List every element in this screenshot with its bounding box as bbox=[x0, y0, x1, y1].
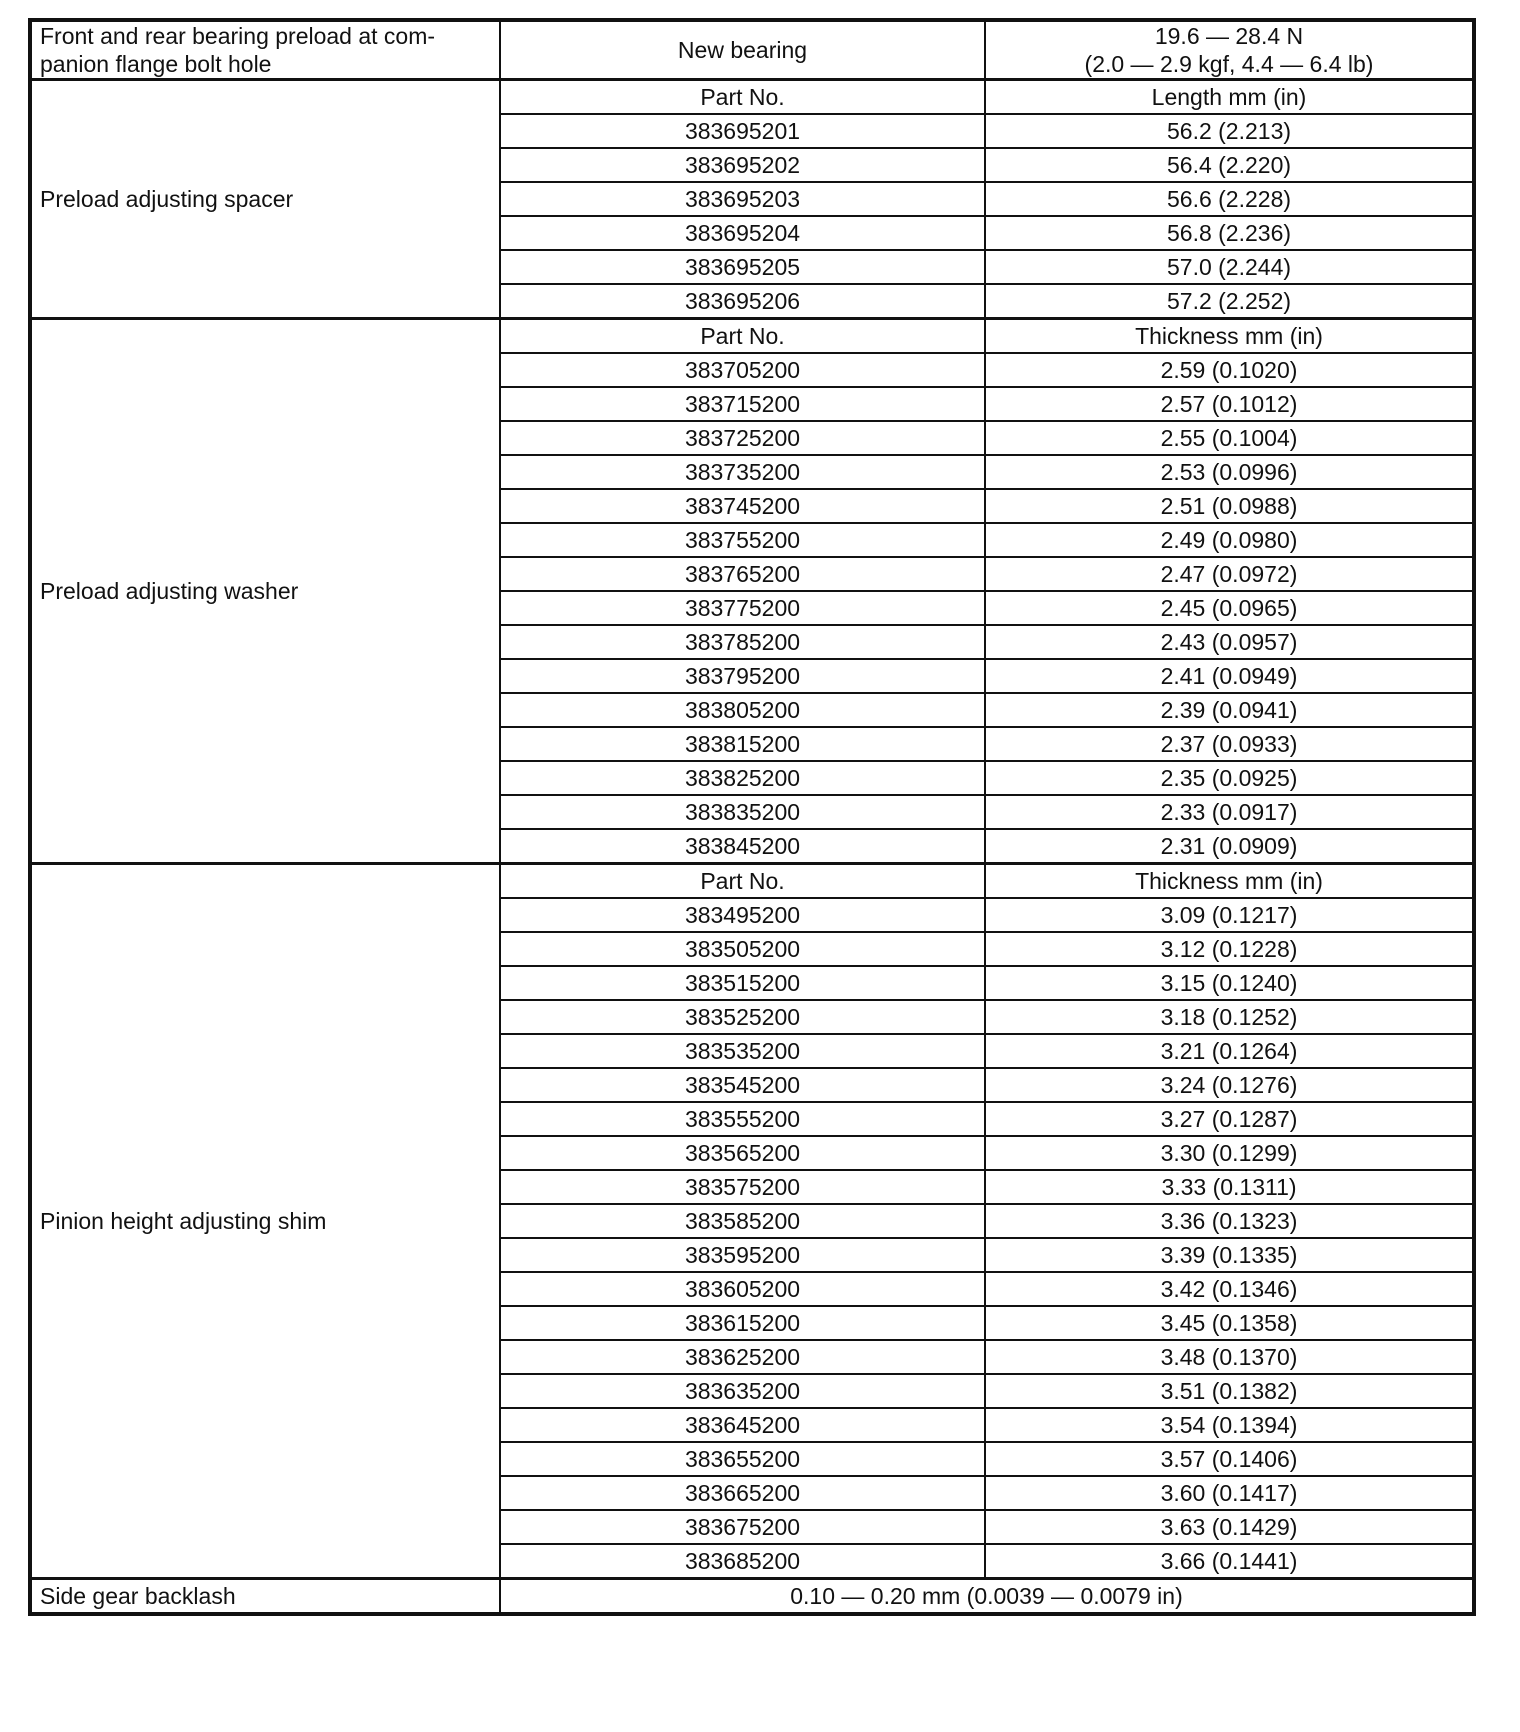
part-number-cell: 383505200 bbox=[500, 932, 985, 966]
preload-value-line2: (2.0 — 2.9 kgf, 4.4 — 6.4 lb) bbox=[1084, 51, 1374, 77]
part-number-cell: 383565200 bbox=[500, 1136, 985, 1170]
part-number-cell: 383745200 bbox=[500, 489, 985, 523]
part-number-cell: 383665200 bbox=[500, 1476, 985, 1510]
preload-label bbox=[30, 20, 500, 80]
preload-section bbox=[30, 20, 1474, 80]
part-number-cell: 383695201 bbox=[500, 114, 985, 148]
dimension-value-cell: 2.51 (0.0988) bbox=[985, 489, 1474, 523]
dimension-value-cell: 2.47 (0.0972) bbox=[985, 557, 1474, 591]
shim-header-value: Thickness mm (in) bbox=[985, 864, 1474, 899]
dimension-value-cell: 56.6 (2.228) bbox=[985, 182, 1474, 216]
washer-header-row bbox=[30, 319, 1474, 354]
part-number-cell: 383545200 bbox=[500, 1068, 985, 1102]
spacer-section bbox=[30, 80, 1474, 319]
part-number-cell: 383775200 bbox=[500, 591, 985, 625]
dimension-value-cell: 3.24 (0.1276) bbox=[985, 1068, 1474, 1102]
part-number-cell: 383555200 bbox=[500, 1102, 985, 1136]
dimension-value-cell: 2.55 (0.1004) bbox=[985, 421, 1474, 455]
dimension-value-cell: 3.33 (0.1311) bbox=[985, 1170, 1474, 1204]
dimension-value-cell: 3.48 (0.1370) bbox=[985, 1340, 1474, 1374]
part-number-cell: 383675200 bbox=[500, 1510, 985, 1544]
washer-label: Preload adjusting washer bbox=[30, 319, 500, 864]
part-number-cell: 383695205 bbox=[500, 250, 985, 284]
part-number-cell: 383695202 bbox=[500, 148, 985, 182]
part-number-cell: 383755200 bbox=[500, 523, 985, 557]
part-number-cell: 383655200 bbox=[500, 1442, 985, 1476]
part-number-cell: 383725200 bbox=[500, 421, 985, 455]
part-number-cell: 383795200 bbox=[500, 659, 985, 693]
part-number-cell: 383535200 bbox=[500, 1034, 985, 1068]
dimension-value-cell: 3.18 (0.1252) bbox=[985, 1000, 1474, 1034]
part-number-cell: 383525200 bbox=[500, 1000, 985, 1034]
dimension-value-cell: 2.37 (0.0933) bbox=[985, 727, 1474, 761]
shim-header-row bbox=[30, 864, 1474, 899]
dimension-value-cell: 2.31 (0.0909) bbox=[985, 829, 1474, 864]
dimension-value-cell: 3.15 (0.1240) bbox=[985, 966, 1474, 1000]
part-number-cell: 383735200 bbox=[500, 455, 985, 489]
part-number-cell: 383835200 bbox=[500, 795, 985, 829]
spacer-header-row bbox=[30, 80, 1474, 115]
dimension-value-cell: 3.57 (0.1406) bbox=[985, 1442, 1474, 1476]
spacer-label: Preload adjusting spacer bbox=[30, 80, 500, 319]
part-number-cell: 383845200 bbox=[500, 829, 985, 864]
part-number-cell: 383715200 bbox=[500, 387, 985, 421]
dimension-value-cell: 2.43 (0.0957) bbox=[985, 625, 1474, 659]
part-number-cell: 383495200 bbox=[500, 898, 985, 932]
preload-condition: New bearing bbox=[500, 20, 985, 80]
dimension-value-cell: 2.39 (0.0941) bbox=[985, 693, 1474, 727]
dimension-value-cell: 3.42 (0.1346) bbox=[985, 1272, 1474, 1306]
dimension-value-cell: 2.45 (0.0965) bbox=[985, 591, 1474, 625]
dimension-value-cell: 3.21 (0.1264) bbox=[985, 1034, 1474, 1068]
preload-value bbox=[985, 20, 1474, 80]
preload-row bbox=[30, 20, 1474, 80]
spacer-header-value: Length mm (in) bbox=[985, 80, 1474, 115]
dimension-value-cell: 2.53 (0.0996) bbox=[985, 455, 1474, 489]
part-number-cell: 383705200 bbox=[500, 353, 985, 387]
part-number-cell: 383695203 bbox=[500, 182, 985, 216]
dimension-value-cell: 2.41 (0.0949) bbox=[985, 659, 1474, 693]
backlash-row bbox=[30, 1579, 1474, 1615]
dimension-value-cell: 56.4 (2.220) bbox=[985, 148, 1474, 182]
preload-label-line1: Front and rear bearing preload at com- bbox=[40, 23, 436, 49]
dimension-value-cell: 56.2 (2.213) bbox=[985, 114, 1474, 148]
dimension-value-cell: 57.2 (2.252) bbox=[985, 284, 1474, 319]
washer-header-part: Part No. bbox=[500, 319, 985, 354]
backlash-value: 0.10 — 0.20 mm (0.0039 — 0.0079 in) bbox=[500, 1579, 1474, 1615]
backlash-section bbox=[30, 1579, 1474, 1615]
part-number-cell: 383785200 bbox=[500, 625, 985, 659]
dimension-value-cell: 2.49 (0.0980) bbox=[985, 523, 1474, 557]
preload-label-line2: panion flange bolt hole bbox=[40, 51, 272, 77]
part-number-cell: 383825200 bbox=[500, 761, 985, 795]
part-number-cell: 383765200 bbox=[500, 557, 985, 591]
dimension-value-cell: 3.27 (0.1287) bbox=[985, 1102, 1474, 1136]
dimension-value-cell: 2.35 (0.0925) bbox=[985, 761, 1474, 795]
washer-section bbox=[30, 319, 1474, 864]
dimension-value-cell: 56.8 (2.236) bbox=[985, 216, 1474, 250]
part-number-cell: 383805200 bbox=[500, 693, 985, 727]
part-number-cell: 383695206 bbox=[500, 284, 985, 319]
dimension-value-cell: 57.0 (2.244) bbox=[985, 250, 1474, 284]
part-number-cell: 383605200 bbox=[500, 1272, 985, 1306]
part-number-cell: 383635200 bbox=[500, 1374, 985, 1408]
shim-header-part: Part No. bbox=[500, 864, 985, 899]
spec-table bbox=[28, 18, 1476, 1616]
part-number-cell: 383595200 bbox=[500, 1238, 985, 1272]
dimension-value-cell: 3.66 (0.1441) bbox=[985, 1544, 1474, 1579]
dimension-value-cell: 2.33 (0.0917) bbox=[985, 795, 1474, 829]
part-number-cell: 383615200 bbox=[500, 1306, 985, 1340]
dimension-value-cell: 3.39 (0.1335) bbox=[985, 1238, 1474, 1272]
dimension-value-cell: 3.60 (0.1417) bbox=[985, 1476, 1474, 1510]
spacer-header-part: Part No. bbox=[500, 80, 985, 115]
part-number-cell: 383815200 bbox=[500, 727, 985, 761]
dimension-value-cell: 3.36 (0.1323) bbox=[985, 1204, 1474, 1238]
dimension-value-cell: 3.45 (0.1358) bbox=[985, 1306, 1474, 1340]
dimension-value-cell: 3.09 (0.1217) bbox=[985, 898, 1474, 932]
dimension-value-cell: 3.51 (0.1382) bbox=[985, 1374, 1474, 1408]
part-number-cell: 383695204 bbox=[500, 216, 985, 250]
dimension-value-cell: 3.30 (0.1299) bbox=[985, 1136, 1474, 1170]
backlash-label: Side gear backlash bbox=[30, 1579, 500, 1615]
part-number-cell: 383625200 bbox=[500, 1340, 985, 1374]
dimension-value-cell: 3.12 (0.1228) bbox=[985, 932, 1474, 966]
part-number-cell: 383645200 bbox=[500, 1408, 985, 1442]
dimension-value-cell: 3.63 (0.1429) bbox=[985, 1510, 1474, 1544]
dimension-value-cell: 2.57 (0.1012) bbox=[985, 387, 1474, 421]
shim-label: Pinion height adjusting shim bbox=[30, 864, 500, 1579]
preload-value-line1: 19.6 — 28.4 N bbox=[1154, 23, 1304, 49]
part-number-cell: 383585200 bbox=[500, 1204, 985, 1238]
washer-header-value: Thickness mm (in) bbox=[985, 319, 1474, 354]
part-number-cell: 383685200 bbox=[500, 1544, 985, 1579]
shim-section bbox=[30, 864, 1474, 1579]
dimension-value-cell: 3.54 (0.1394) bbox=[985, 1408, 1474, 1442]
part-number-cell: 383515200 bbox=[500, 966, 985, 1000]
dimension-value-cell: 2.59 (0.1020) bbox=[985, 353, 1474, 387]
part-number-cell: 383575200 bbox=[500, 1170, 985, 1204]
